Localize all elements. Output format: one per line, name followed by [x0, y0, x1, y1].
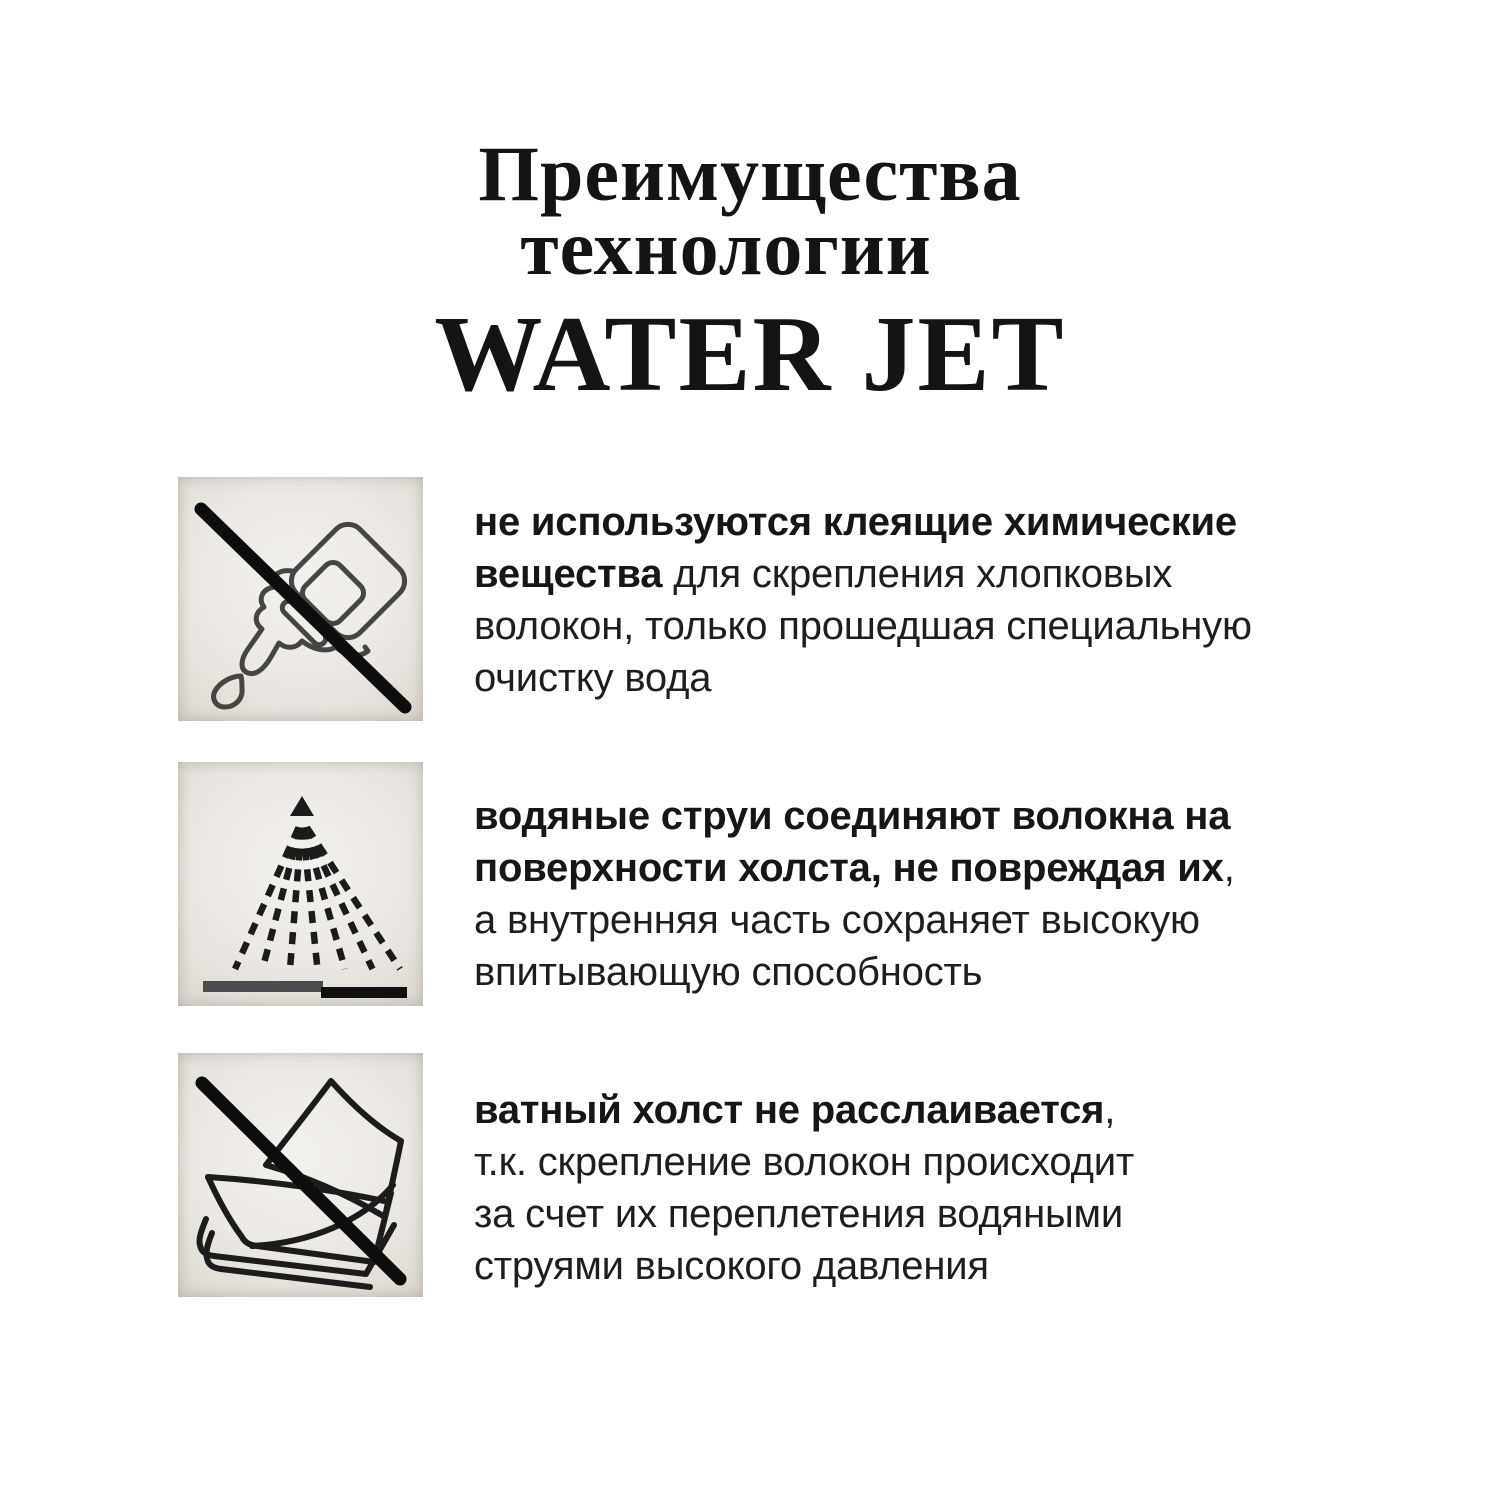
benefit-text-water-jets [474, 790, 1324, 998]
spray-rays [235, 828, 400, 970]
text-line: ватный холст не расслаивается, [474, 1088, 1116, 1132]
glue-bottle-svg [178, 477, 423, 721]
crossed-out-delaminating-layers-icon [178, 1053, 423, 1297]
canvas-layer-bar-gray [203, 981, 323, 992]
text-line: вещества для скрепления хлопковых [474, 552, 1173, 596]
text-line: водяные струи соединяют волокна на [474, 794, 1231, 838]
page-title [0, 130, 1500, 414]
benefit-text-no-delamination [474, 1084, 1324, 1292]
glue-drop [214, 676, 242, 707]
text-line: т.к. скрепление волокон происходит [474, 1140, 1134, 1184]
text-line: за счет их переплетения водяными [474, 1192, 1123, 1236]
text-line: поверхности холста, не повреждая их, [474, 846, 1235, 890]
title-line-1: Преимущества [478, 130, 1022, 217]
water-spray-svg [178, 762, 423, 1006]
text-line: впитывающую способность [474, 950, 983, 994]
text-line: волокон, только прошедшая специальную [474, 604, 1252, 648]
text-line: струями высокого давления [474, 1244, 989, 1288]
benefit-text-no-adhesives [474, 496, 1324, 704]
delamination-svg [178, 1053, 423, 1297]
title-line-2: технологии [520, 204, 932, 291]
crossed-out-glue-bottle-icon [178, 477, 423, 721]
text-line: а внутренняя часть сохраняет высокую [474, 898, 1200, 942]
spray-nozzle-triangle [290, 796, 314, 816]
text-line: не используются клеящие химические [474, 500, 1237, 544]
title-line-3: WATER JET [434, 295, 1066, 414]
canvas-layer-bar-black [321, 987, 407, 998]
text-line: очистку вода [474, 656, 712, 700]
glue-bottle-body [284, 517, 411, 644]
water-spray-nozzle-icon [178, 762, 423, 1006]
